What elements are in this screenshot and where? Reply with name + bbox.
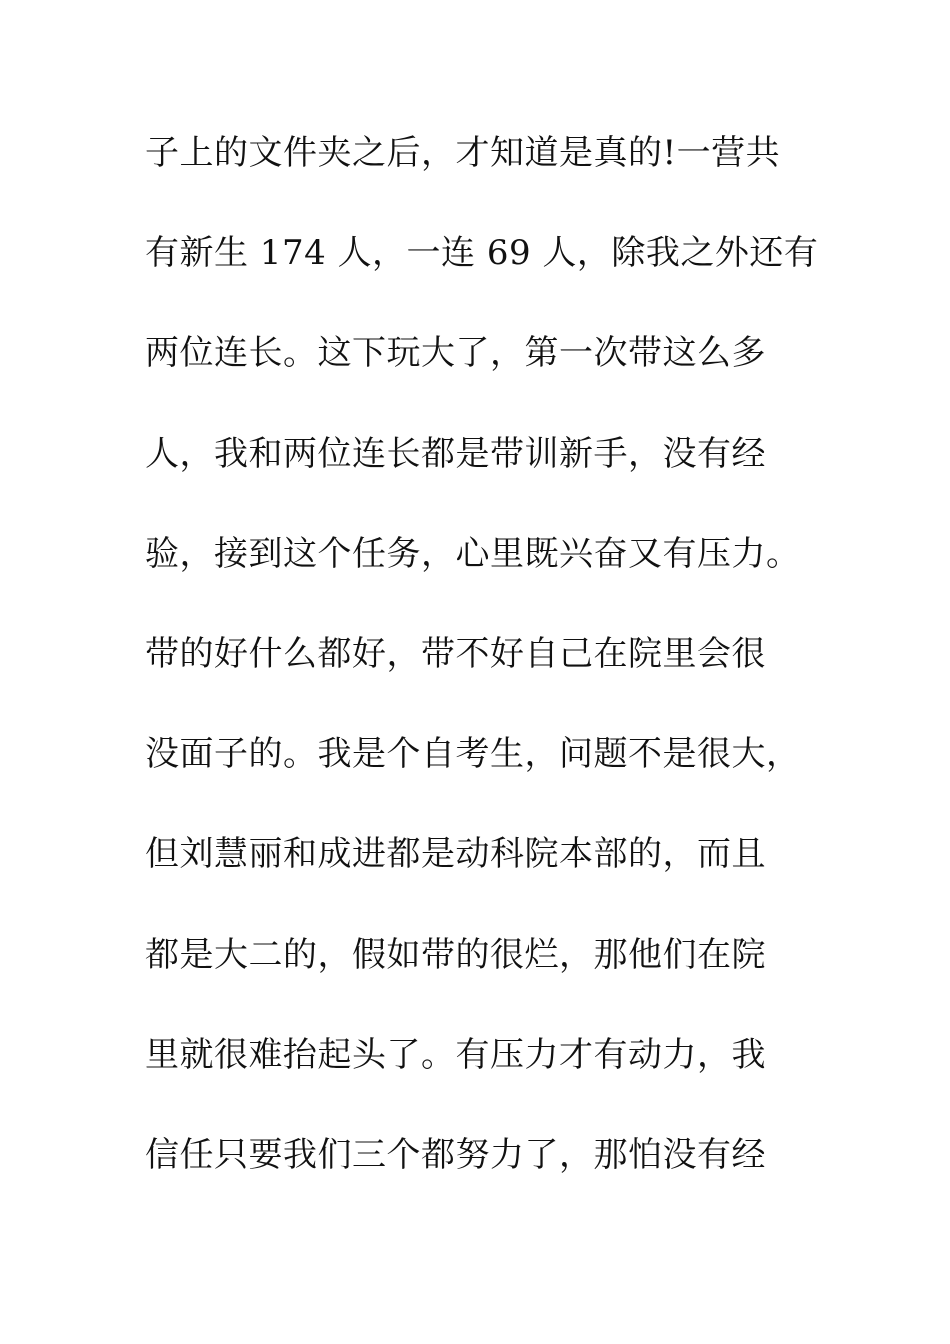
- text-line-11: 信任只要我们三个都努力了，那怕没有经: [145, 1134, 766, 1175]
- text-line-1: 子上的文件夹之后，才知道是真的!一营共: [145, 133, 781, 173]
- text-line-7: 没面子的。我是个自考生，问题不是很大，: [145, 734, 801, 775]
- text-line-9: 都是大二的，假如带的很烂，那他们在院: [145, 934, 766, 975]
- text-line-3: 两位连长。这下玩大了，第一次带这么多: [145, 333, 766, 374]
- text-line-5: 验，接到这个任务，心里既兴奋又有压力。: [145, 533, 801, 574]
- body-text: [145, 126, 825, 1228]
- text-line-2: 有新生 174 人，一连 69 人，除我之外还有: [145, 233, 819, 274]
- text-line-8: 但刘慧丽和成进都是动科院本部的，而且: [145, 834, 766, 875]
- text-line-4: 人，我和两位连长都是带训新手，没有经: [145, 433, 766, 474]
- text-line-6: 带的好什么都好，带不好自己在院里会很: [145, 633, 766, 674]
- text-line-10: 里就很难抬起头了。有压力才有动力，我: [145, 1034, 766, 1075]
